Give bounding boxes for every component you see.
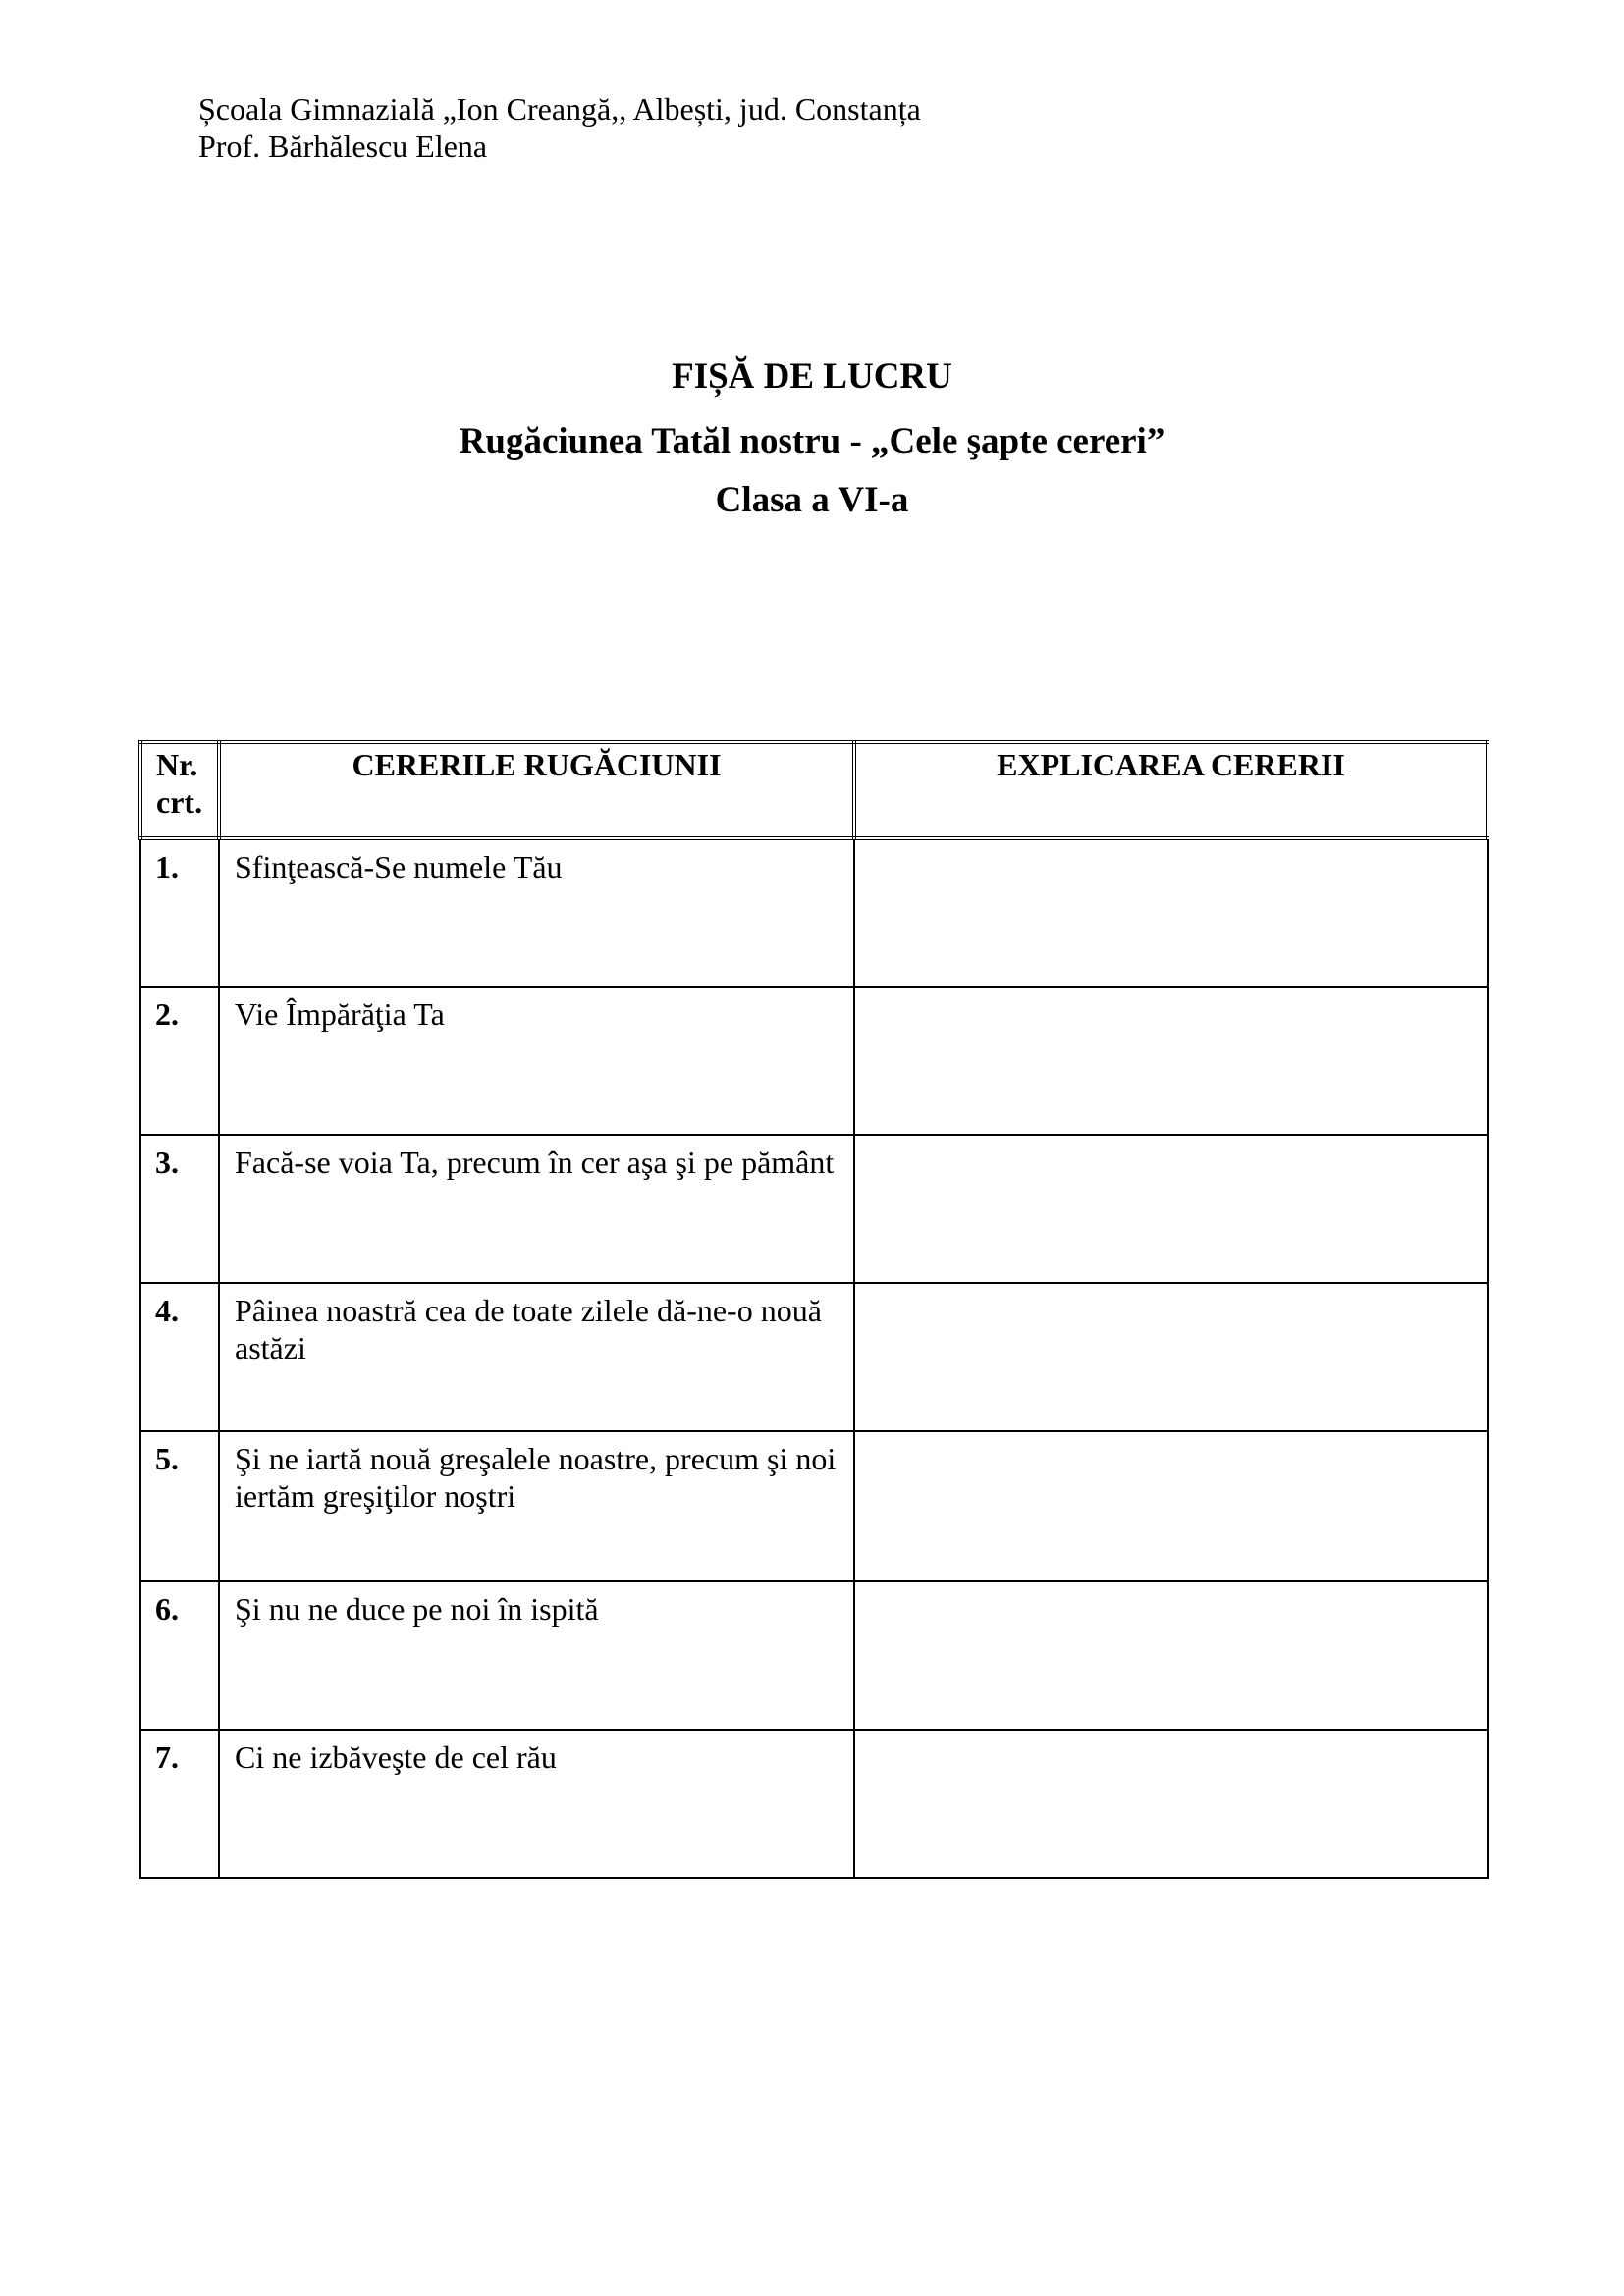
worksheet-title: FIȘĂ DE LUCRU bbox=[672, 356, 952, 397]
request-text: Şi nu ne duce pe noi în ispită bbox=[219, 1581, 854, 1730]
explanation-cell[interactable] bbox=[854, 1581, 1488, 1730]
row-number: 7. bbox=[140, 1730, 219, 1878]
request-text: Sfinţească-Se numele Tău bbox=[219, 838, 854, 987]
request-text: Ci ne izbăveşte de cel rău bbox=[219, 1730, 854, 1878]
table-header-row bbox=[140, 742, 1488, 838]
column-header-explanation: EXPLICAREA CERERII bbox=[854, 742, 1488, 838]
requests-table bbox=[138, 740, 1489, 1879]
request-text: Pâinea noastră cea de toate zilele dă-ne-o nouă astăzi bbox=[219, 1283, 854, 1431]
column-header-requests: CERERILE RUGĂCIUNII bbox=[219, 742, 854, 838]
table-row bbox=[140, 1431, 1488, 1581]
row-number: 5. bbox=[140, 1431, 219, 1581]
column-header-nr: Nr. crt. bbox=[140, 742, 219, 838]
teacher-name: Prof. Bărhălescu Elena bbox=[198, 129, 488, 164]
explanation-cell[interactable] bbox=[854, 1135, 1488, 1283]
request-text: Vie Împărăţia Ta bbox=[219, 987, 854, 1135]
explanation-cell[interactable] bbox=[854, 1730, 1488, 1878]
explanation-cell[interactable] bbox=[854, 987, 1488, 1135]
request-text: Şi ne iartă nouă greşalele noastre, precum şi noi iertăm greşiţilor noştri bbox=[219, 1431, 854, 1581]
table-row bbox=[140, 1581, 1488, 1730]
row-number: 6. bbox=[140, 1581, 219, 1730]
class-level: Clasa a VI-a bbox=[715, 480, 909, 520]
table-row bbox=[140, 987, 1488, 1135]
table-row bbox=[140, 1283, 1488, 1431]
explanation-cell[interactable] bbox=[854, 1283, 1488, 1431]
row-number: 4. bbox=[140, 1283, 219, 1431]
explanation-cell[interactable] bbox=[854, 838, 1488, 987]
row-number: 1. bbox=[140, 838, 219, 987]
row-number: 2. bbox=[140, 987, 219, 1135]
explanation-cell[interactable] bbox=[854, 1431, 1488, 1581]
row-number: 3. bbox=[140, 1135, 219, 1283]
table-row bbox=[140, 1135, 1488, 1283]
worksheet-subtitle: Rugăciunea Tatăl nostru - „Cele şapte cereri” bbox=[459, 421, 1165, 461]
table-row bbox=[140, 1730, 1488, 1878]
table-row bbox=[140, 838, 1488, 987]
request-text: Facă-se voia Ta, precum în cer aşa şi pe pământ bbox=[219, 1135, 854, 1283]
school-name: Școala Gimnazială „Ion Creangă,, Albești, jud. Constanța bbox=[198, 91, 921, 127]
